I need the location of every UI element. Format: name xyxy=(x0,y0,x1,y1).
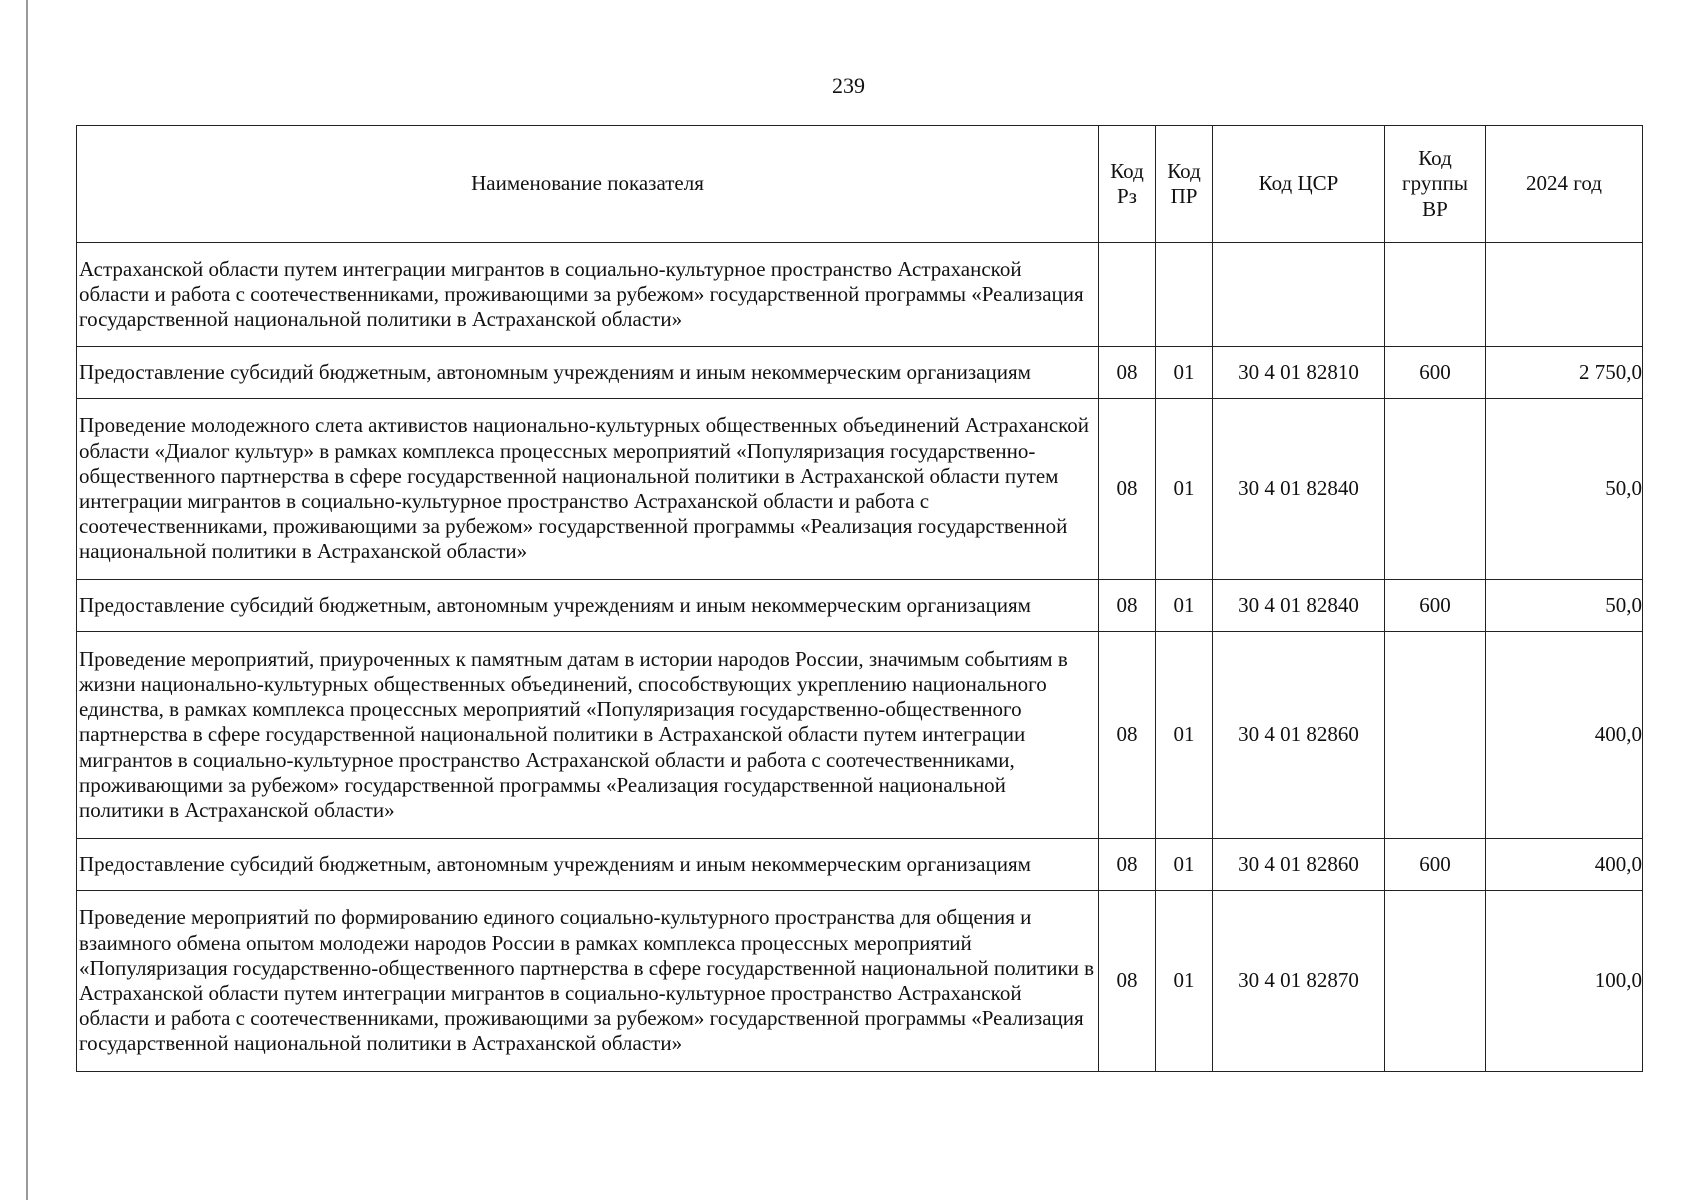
row-amount xyxy=(1486,243,1643,347)
row-rz: 08 xyxy=(1099,632,1156,839)
row-name: Проведение мероприятий, приуроченных к памятным датам в истории народов России, значимым событиям в жизни национально-культурных общественных объединений, способствующих укреплению национального единства, в рамках комплекса процессных мероприятий «Популяризация государственно-общественного партнерства в сфере государственной национальной политики в Астраханской области путем интеграции мигрантов в социально-культурное пространство Астраханской области и работа с соотечественниками, проживающими за рубежом» государственной программы «Реализация государственной национальной политики в Астраханской области» xyxy=(77,632,1099,839)
budget-table xyxy=(76,125,1643,1072)
table-row xyxy=(77,399,1643,580)
row-csr xyxy=(1213,243,1385,347)
row-name: Проведение мероприятий по формированию единого социально-культурного пространства для общения и взаимного обмена опытом молодежи народов России в рамках комплекса процессных мероприятий «Популяризация государственно-общественного партнерства в сфере государственной национальной политики в Астраханской области путем интеграции мигрантов в социально-культурное пространство Астраханской области и работа с соотечественниками, проживающими за рубежом» государственной программы «Реализация государственной национальной политики в Астраханской области» xyxy=(77,891,1099,1072)
row-rz: 08 xyxy=(1099,580,1156,632)
row-name: Предоставление субсидий бюджетным, автономным учреждениям и иным некоммерческим организациям xyxy=(77,347,1099,399)
row-vr xyxy=(1385,632,1486,839)
row-csr: 30 4 01 82870 xyxy=(1213,891,1385,1072)
page-edge-line xyxy=(26,0,28,1200)
row-rz: 08 xyxy=(1099,839,1156,891)
row-pr: 01 xyxy=(1156,839,1213,891)
row-amount: 50,0 xyxy=(1486,399,1643,580)
row-pr: 01 xyxy=(1156,580,1213,632)
table-row xyxy=(77,580,1643,632)
row-pr: 01 xyxy=(1156,347,1213,399)
row-name: Предоставление субсидий бюджетным, автономным учреждениям и иным некоммерческим организациям xyxy=(77,839,1099,891)
header-pr: Код ПР xyxy=(1156,126,1213,243)
row-csr: 30 4 01 82840 xyxy=(1213,399,1385,580)
row-vr: 600 xyxy=(1385,839,1486,891)
row-pr: 01 xyxy=(1156,891,1213,1072)
row-amount: 400,0 xyxy=(1486,632,1643,839)
row-vr: 600 xyxy=(1385,580,1486,632)
row-pr: 01 xyxy=(1156,632,1213,839)
header-vr: Код группы ВР xyxy=(1385,126,1486,243)
row-amount: 50,0 xyxy=(1486,580,1643,632)
row-csr: 30 4 01 82860 xyxy=(1213,632,1385,839)
row-csr: 30 4 01 82860 xyxy=(1213,839,1385,891)
table-row xyxy=(77,347,1643,399)
row-csr: 30 4 01 82810 xyxy=(1213,347,1385,399)
row-vr xyxy=(1385,891,1486,1072)
header-year: 2024 год xyxy=(1486,126,1643,243)
header-csr: Код ЦСР xyxy=(1213,126,1385,243)
row-amount: 100,0 xyxy=(1486,891,1643,1072)
row-rz xyxy=(1099,243,1156,347)
row-name: Проведение молодежного слета активистов национально-культурных общественных объединений Астраханской области «Диалог культур» в рамках комплекса процессных мероприятий «Популяризация государственно-общественного партнерства в сфере государственной национальной политики в Астраханской области путем интеграции мигрантов в социально-культурное пространство Астраханской области и работа с соотечественниками, проживающими за рубежом» государственной программы «Реализация государственной национальной политики в Астраханской области» xyxy=(77,399,1099,580)
row-rz: 08 xyxy=(1099,399,1156,580)
row-amount: 2 750,0 xyxy=(1486,347,1643,399)
table-header xyxy=(77,126,1643,243)
row-vr xyxy=(1385,243,1486,347)
row-vr: 600 xyxy=(1385,347,1486,399)
row-pr xyxy=(1156,243,1213,347)
page-number: 239 xyxy=(832,73,865,98)
header-name: Наименование показателя xyxy=(77,126,1099,243)
row-amount: 400,0 xyxy=(1486,839,1643,891)
table-row xyxy=(77,839,1643,891)
table-body xyxy=(77,243,1643,1072)
row-vr xyxy=(1385,399,1486,580)
row-pr: 01 xyxy=(1156,399,1213,580)
row-rz: 08 xyxy=(1099,347,1156,399)
row-name: Предоставление субсидий бюджетным, автономным учреждениям и иным некоммерческим организациям xyxy=(77,580,1099,632)
header-rz: Код Рз xyxy=(1099,126,1156,243)
header-row xyxy=(77,126,1643,243)
table-row xyxy=(77,891,1643,1072)
row-csr: 30 4 01 82840 xyxy=(1213,580,1385,632)
table-row xyxy=(77,243,1643,347)
row-name: Астраханской области путем интеграции мигрантов в социально-культурное пространство Астраханской области и работа с соотечественниками, проживающими за рубежом» государственной программы «Реализация государственной национальной политики в Астраханской области» xyxy=(77,243,1099,347)
row-rz: 08 xyxy=(1099,891,1156,1072)
table-row xyxy=(77,632,1643,839)
